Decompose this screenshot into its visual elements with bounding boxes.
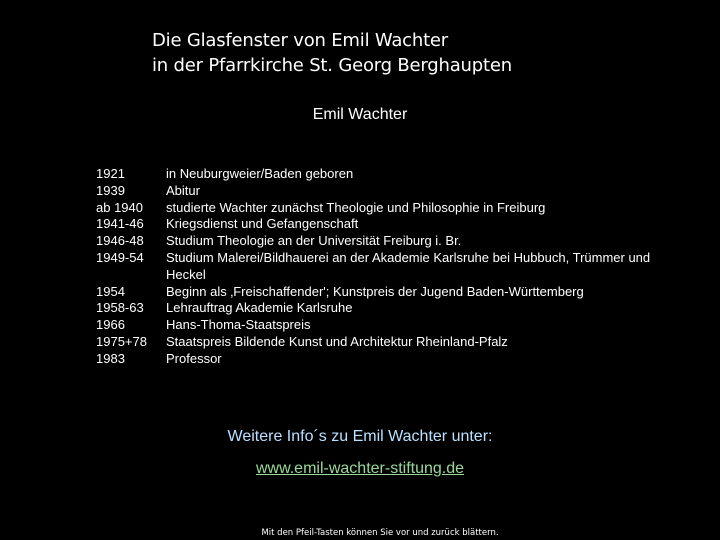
biography-table (96, 166, 686, 368)
biography-event: Kriegsdienst und Gefangenschaft (166, 216, 359, 232)
biography-row (96, 200, 686, 217)
biography-year: 1983 (96, 350, 125, 366)
biography-year: 1954 (96, 283, 125, 299)
slide-title (152, 28, 672, 78)
biography-year: 1921 (96, 166, 125, 181)
biography-row (96, 250, 686, 284)
biography-year: ab 1940 (96, 199, 143, 215)
biography-year: 1941-46 (96, 216, 144, 232)
biography-row (96, 351, 686, 368)
biography-event: Beginn als ‚Freischaffender'; Kunstpreis der Jugend Baden-Württemberg (166, 283, 584, 299)
biography-row (96, 183, 686, 200)
biography-year: 1939 (96, 182, 125, 198)
biography-year: 1946-48 (96, 233, 144, 249)
biography-row (96, 216, 686, 233)
website-link-container (0, 459, 720, 479)
title-line-1: Die Glasfenster von Emil Wachter (152, 30, 449, 51)
biography-year: 1958-63 (96, 300, 144, 316)
navigation-hint: Mit den Pfeil-Tasten können Sie vor und zurück blättern. (261, 528, 499, 538)
biography-event: Professor (166, 350, 222, 366)
biography-row (96, 166, 686, 183)
biography-year: 1949-54 (96, 249, 144, 265)
more-info-text: Weitere Info´s zu Emil Wachter unter: (227, 428, 493, 445)
section-heading: Emil Wachter (312, 106, 408, 123)
biography-row (96, 317, 686, 334)
biography-event: Staatspreis Bildende Kunst und Architektur Rheinland-Pfalz (166, 333, 508, 349)
biography-year: 1975+78 (96, 333, 147, 349)
title-line-2: in der Pfarrkirche St. Georg Berghaupten (152, 55, 512, 76)
biography-event: in Neuburgweier/Baden geboren (166, 166, 354, 181)
biography-event: Studium Theologie an der Universität Freiburg i. Br. (166, 233, 462, 249)
website-link[interactable]: www.emil-wachter-stiftung.de (255, 460, 465, 477)
biography-year: 1966 (96, 317, 125, 333)
biography-row (96, 233, 686, 250)
biography-row (96, 334, 686, 351)
biography-row (96, 300, 686, 317)
biography-row (96, 284, 686, 301)
biography-event: studierte Wachter zunächst Theologie und Philosophie in Freiburg (166, 199, 546, 215)
biography-event: Abitur (166, 182, 200, 198)
biography-event: Studium Malerei/Bildhauerei an der Akademie Karlsruhe bei Hubbuch, Trümmer und Heckel (166, 249, 651, 282)
biography-event: Hans-Thoma-Staatspreis (166, 317, 311, 333)
biography-event: Lehrauftrag Akademie Karlsruhe (166, 300, 353, 316)
